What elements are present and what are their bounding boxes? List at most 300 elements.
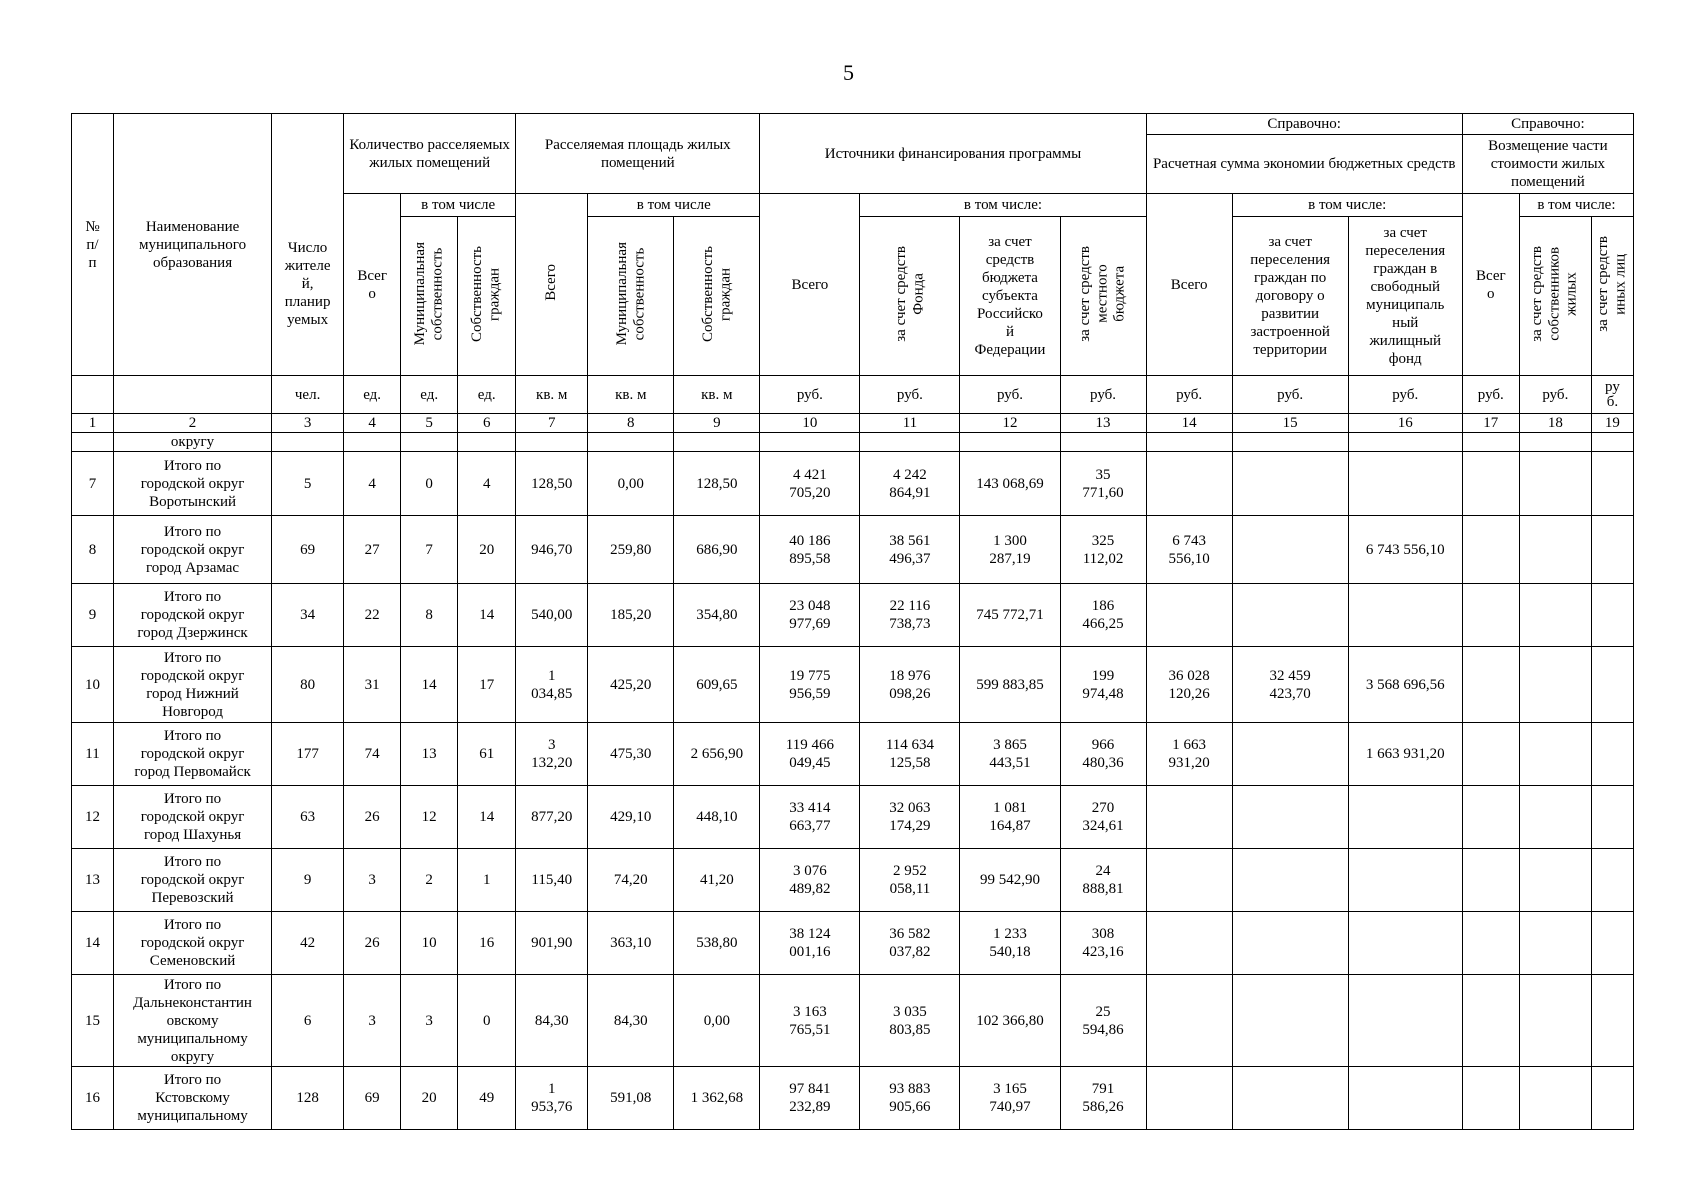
cell-c12: 102 366,80 <box>960 975 1060 1067</box>
cell-c5: 10 <box>401 912 458 975</box>
header-free-fund: за счет переселения граждан в свободный муниципаль ный жилищный фонд <box>1348 217 1462 376</box>
column-number: 19 <box>1591 414 1633 433</box>
column-number: 6 <box>458 414 516 433</box>
cell-c5: 2 <box>401 849 458 912</box>
cell-c4: 4 <box>344 452 401 516</box>
cell-c6: 1 <box>458 849 516 912</box>
municipality-name: Итого по городской округ Семеновский <box>114 912 272 975</box>
cell-c3: 63 <box>272 786 344 849</box>
cell-c7: 84,30 <box>516 975 588 1067</box>
column-number: 13 <box>1060 414 1146 433</box>
unit-cell: руб. <box>960 376 1060 414</box>
municipality-name: Итого по городской округ город Дзержинск <box>114 584 272 647</box>
continued-cell <box>72 433 114 452</box>
column-number: 2 <box>114 414 272 433</box>
cell-c12: 3 865 443,51 <box>960 723 1060 786</box>
unit-cell: кв. м <box>588 376 674 414</box>
header-savings-group: Расчетная сумма экономии бюджетных средств <box>1146 135 1462 194</box>
header-count-total: Всег о <box>344 194 401 376</box>
cell-c3: 9 <box>272 849 344 912</box>
unit-cell: ед. <box>401 376 458 414</box>
table-row <box>72 647 1634 723</box>
continued-cell <box>960 433 1060 452</box>
cell-c18 <box>1519 849 1591 912</box>
cell-c6: 17 <box>458 647 516 723</box>
cell-c6: 61 <box>458 723 516 786</box>
header-count-citizens <box>458 217 516 376</box>
header-area-municipal <box>588 217 674 376</box>
column-number: 10 <box>760 414 860 433</box>
header-area-total-text: Всего <box>543 263 560 301</box>
cell-c10: 33 414 663,77 <box>760 786 860 849</box>
header-local-budget-text: за счет средств местного бюджета <box>1077 245 1128 342</box>
cell-c19 <box>1591 786 1633 849</box>
cell-c15 <box>1232 723 1348 786</box>
cell-c17 <box>1462 452 1519 516</box>
cell-c11: 32 063 174,29 <box>860 786 960 849</box>
cell-c18 <box>1519 975 1591 1067</box>
cell-c3: 6 <box>272 975 344 1067</box>
cell-c15 <box>1232 1067 1348 1130</box>
cell-c19 <box>1591 975 1633 1067</box>
header-area-citizens-text: Собственность граждан <box>699 245 733 342</box>
cell-c19 <box>1591 723 1633 786</box>
cell-c18 <box>1519 1067 1591 1130</box>
cell-c5: 13 <box>401 723 458 786</box>
unit-cell: руб. <box>760 376 860 414</box>
cell-c3: 128 <box>272 1067 344 1130</box>
header-comp-group: Возмещение части стоимости жилых помещений <box>1462 135 1633 194</box>
column-number: 4 <box>344 414 401 433</box>
header-funding-total: Всего <box>760 194 860 376</box>
cell-c4: 22 <box>344 584 401 647</box>
cell-c14 <box>1146 849 1232 912</box>
header-owners <box>1519 217 1591 376</box>
table-row <box>72 912 1634 975</box>
continued-cell <box>1591 433 1633 452</box>
unit-cell: кв. м <box>516 376 588 414</box>
header-subject-budget: за счет средств бюджета субъекта Российско й Федерации <box>960 217 1060 376</box>
page-number: 5 <box>843 60 854 85</box>
cell-c12: 745 772,71 <box>960 584 1060 647</box>
cell-c19 <box>1591 912 1633 975</box>
cell-c7: 877,20 <box>516 786 588 849</box>
resettlement-table <box>71 113 1634 1130</box>
column-number: 1 <box>72 414 114 433</box>
cell-c18 <box>1519 452 1591 516</box>
cell-c11: 114 634 125,58 <box>860 723 960 786</box>
header-comp-total: Всег о <box>1462 194 1519 376</box>
cell-c6: 14 <box>458 584 516 647</box>
cell-c17 <box>1462 849 1519 912</box>
cell-c9: 354,80 <box>674 584 760 647</box>
cell-c13: 186 466,25 <box>1060 584 1146 647</box>
cell-c8: 591,08 <box>588 1067 674 1130</box>
cell-c18 <box>1519 723 1591 786</box>
cell-c14 <box>1146 786 1232 849</box>
header-area-citizens <box>674 217 760 376</box>
header-count-group: Количество расселяемых жилых помещений <box>344 114 516 194</box>
cell-c3: 34 <box>272 584 344 647</box>
unit-cell: руб. <box>1348 376 1462 414</box>
row-number: 10 <box>72 647 114 723</box>
header-count-incl: в том числе <box>401 194 516 217</box>
cell-c8: 363,10 <box>588 912 674 975</box>
continued-row <box>72 433 1634 452</box>
cell-c18 <box>1519 647 1591 723</box>
column-number: 18 <box>1519 414 1591 433</box>
cell-c17 <box>1462 975 1519 1067</box>
cell-c15 <box>1232 912 1348 975</box>
cell-c9: 41,20 <box>674 849 760 912</box>
cell-c17 <box>1462 723 1519 786</box>
cell-c4: 26 <box>344 786 401 849</box>
cell-c7: 3 132,20 <box>516 723 588 786</box>
cell-c4: 31 <box>344 647 401 723</box>
header-other <box>1591 217 1633 376</box>
cell-c7: 1 034,85 <box>516 647 588 723</box>
continued-cell <box>272 433 344 452</box>
municipality-name: Итого по городской округ город Первомайск <box>114 723 272 786</box>
column-number: 5 <box>401 414 458 433</box>
cell-c9: 128,50 <box>674 452 760 516</box>
cell-c8: 74,20 <box>588 849 674 912</box>
cell-c15 <box>1232 786 1348 849</box>
header-funding-incl: в том числе: <box>860 194 1146 217</box>
cell-c3: 177 <box>272 723 344 786</box>
column-number: 9 <box>674 414 760 433</box>
cell-c3: 69 <box>272 516 344 584</box>
cell-c3: 80 <box>272 647 344 723</box>
cell-c12: 1 233 540,18 <box>960 912 1060 975</box>
header-count-municipal-text: Муниципальная собственность <box>411 241 446 346</box>
cell-c14 <box>1146 975 1232 1067</box>
continued-cell <box>1232 433 1348 452</box>
unit-cell-2 <box>114 376 272 414</box>
cell-c18 <box>1519 516 1591 584</box>
continued-text: округу <box>114 433 272 452</box>
row-number: 7 <box>72 452 114 516</box>
cell-c16 <box>1348 912 1462 975</box>
cell-c5: 7 <box>401 516 458 584</box>
cell-c16 <box>1348 849 1462 912</box>
header-fund-text: за счет средств Фонда <box>892 245 926 342</box>
unit-cell: руб. <box>1462 376 1519 414</box>
cell-c14: 36 028 120,26 <box>1146 647 1232 723</box>
unit-cell: ру б. <box>1591 376 1633 414</box>
cell-c16 <box>1348 452 1462 516</box>
cell-c9: 2 656,90 <box>674 723 760 786</box>
cell-c10: 38 124 001,16 <box>760 912 860 975</box>
cell-c6: 4 <box>458 452 516 516</box>
cell-c10: 23 048 977,69 <box>760 584 860 647</box>
cell-c11: 18 976 098,26 <box>860 647 960 723</box>
header-comp-incl: в том числе: <box>1519 194 1633 217</box>
cell-c10: 3 076 489,82 <box>760 849 860 912</box>
header-savings-total: Всего <box>1146 194 1232 376</box>
unit-cell: чел. <box>272 376 344 414</box>
table-row <box>72 516 1634 584</box>
cell-c7: 540,00 <box>516 584 588 647</box>
column-number: 17 <box>1462 414 1519 433</box>
cell-c8: 185,20 <box>588 584 674 647</box>
continued-cell <box>674 433 760 452</box>
cell-c3: 5 <box>272 452 344 516</box>
unit-cell: руб. <box>860 376 960 414</box>
cell-c13: 35 771,60 <box>1060 452 1146 516</box>
cell-c10: 19 775 956,59 <box>760 647 860 723</box>
cell-c6: 16 <box>458 912 516 975</box>
cell-c9: 0,00 <box>674 975 760 1067</box>
unit-cell-1 <box>72 376 114 414</box>
table-row <box>72 849 1634 912</box>
cell-c16: 6 743 556,10 <box>1348 516 1462 584</box>
cell-c16 <box>1348 786 1462 849</box>
cell-c17 <box>1462 912 1519 975</box>
cell-c10: 97 841 232,89 <box>760 1067 860 1130</box>
cell-c16 <box>1348 975 1462 1067</box>
cell-c19 <box>1591 516 1633 584</box>
continued-cell <box>1462 433 1519 452</box>
cell-c17 <box>1462 584 1519 647</box>
row-number: 15 <box>72 975 114 1067</box>
cell-c6: 49 <box>458 1067 516 1130</box>
column-number: 3 <box>272 414 344 433</box>
continued-cell <box>1519 433 1591 452</box>
header-other-text: за счет средств иных лиц <box>1595 236 1629 332</box>
cell-c4: 74 <box>344 723 401 786</box>
header-area-total <box>516 194 588 376</box>
cell-c11: 93 883 905,66 <box>860 1067 960 1130</box>
cell-c17 <box>1462 647 1519 723</box>
cell-c14: 6 743 556,10 <box>1146 516 1232 584</box>
unit-cell: руб. <box>1232 376 1348 414</box>
row-number: 16 <box>72 1067 114 1130</box>
unit-cell: руб. <box>1146 376 1232 414</box>
cell-c17 <box>1462 786 1519 849</box>
cell-c16: 1 663 931,20 <box>1348 723 1462 786</box>
cell-c8: 429,10 <box>588 786 674 849</box>
header-area-incl: в том числе <box>588 194 760 217</box>
header-ref2: Справочно: <box>1462 114 1633 135</box>
cell-c18 <box>1519 912 1591 975</box>
table-row <box>72 723 1634 786</box>
column-number: 11 <box>860 414 960 433</box>
cell-c5: 12 <box>401 786 458 849</box>
header-funding-group: Источники финансирования программы <box>760 114 1146 194</box>
cell-c14 <box>1146 912 1232 975</box>
cell-c9: 1 362,68 <box>674 1067 760 1130</box>
cell-c10: 119 466 049,45 <box>760 723 860 786</box>
cell-c15 <box>1232 584 1348 647</box>
cell-c8: 0,00 <box>588 452 674 516</box>
cell-c7: 115,40 <box>516 849 588 912</box>
header-count-municipal <box>401 217 458 376</box>
cell-c16 <box>1348 1067 1462 1130</box>
cell-c13: 199 974,48 <box>1060 647 1146 723</box>
cell-c7: 1 953,76 <box>516 1067 588 1130</box>
cell-c13: 25 594,86 <box>1060 975 1146 1067</box>
table-row <box>72 584 1634 647</box>
continued-cell <box>516 433 588 452</box>
row-number: 11 <box>72 723 114 786</box>
column-numbers-row <box>72 414 1634 433</box>
cell-c13: 966 480,36 <box>1060 723 1146 786</box>
header-residents-top <box>272 114 344 194</box>
table-row <box>72 975 1634 1067</box>
table-row <box>72 786 1634 849</box>
cell-c10: 4 421 705,20 <box>760 452 860 516</box>
continued-cell <box>1146 433 1232 452</box>
cell-c14 <box>1146 584 1232 647</box>
cell-c12: 99 542,90 <box>960 849 1060 912</box>
continued-cell <box>344 433 401 452</box>
cell-c11: 22 116 738,73 <box>860 584 960 647</box>
column-number: 16 <box>1348 414 1462 433</box>
cell-c15 <box>1232 975 1348 1067</box>
cell-c11: 2 952 058,11 <box>860 849 960 912</box>
cell-c17 <box>1462 1067 1519 1130</box>
cell-c19 <box>1591 1067 1633 1130</box>
cell-c8: 84,30 <box>588 975 674 1067</box>
cell-c16 <box>1348 584 1462 647</box>
cell-c10: 3 163 765,51 <box>760 975 860 1067</box>
cell-c5: 14 <box>401 647 458 723</box>
municipality-name: Итого по городской округ город Арзамас <box>114 516 272 584</box>
unit-cell: ед. <box>458 376 516 414</box>
cell-c7: 946,70 <box>516 516 588 584</box>
row-number: 13 <box>72 849 114 912</box>
cell-c3: 42 <box>272 912 344 975</box>
cell-c19 <box>1591 452 1633 516</box>
row-number: 14 <box>72 912 114 975</box>
header-num: № п/ п <box>72 114 114 376</box>
cell-c4: 69 <box>344 1067 401 1130</box>
header-owners-text: за счет средств собственников жилых <box>1529 245 1580 342</box>
cell-c11: 4 242 864,91 <box>860 452 960 516</box>
units-row <box>72 376 1634 414</box>
cell-c18 <box>1519 584 1591 647</box>
cell-c13: 270 324,61 <box>1060 786 1146 849</box>
cell-c7: 901,90 <box>516 912 588 975</box>
unit-cell: ед. <box>344 376 401 414</box>
cell-c18 <box>1519 786 1591 849</box>
column-number: 14 <box>1146 414 1232 433</box>
cell-c15: 32 459 423,70 <box>1232 647 1348 723</box>
header-area-group: Расселяемая площадь жилых помещений <box>516 114 760 194</box>
cell-c8: 475,30 <box>588 723 674 786</box>
cell-c4: 27 <box>344 516 401 584</box>
municipality-name: Итого по городской округ город Нижний Новгород <box>114 647 272 723</box>
header-name: Наименование муниципального образования <box>114 114 272 376</box>
cell-c9: 609,65 <box>674 647 760 723</box>
cell-c19 <box>1591 584 1633 647</box>
cell-c7: 128,50 <box>516 452 588 516</box>
cell-c6: 20 <box>458 516 516 584</box>
cell-c15 <box>1232 516 1348 584</box>
header-count-citizens-text: Собственность граждан <box>469 245 503 342</box>
column-number: 12 <box>960 414 1060 433</box>
cell-c13: 325 112,02 <box>1060 516 1146 584</box>
cell-c9: 538,80 <box>674 912 760 975</box>
cell-c17 <box>1462 516 1519 584</box>
header-savings-incl: в том числе: <box>1232 194 1462 217</box>
cell-c19 <box>1591 849 1633 912</box>
cell-c11: 3 035 803,85 <box>860 975 960 1067</box>
cell-c5: 0 <box>401 452 458 516</box>
cell-c15 <box>1232 452 1348 516</box>
table-row <box>72 452 1634 516</box>
cell-c5: 20 <box>401 1067 458 1130</box>
cell-c9: 448,10 <box>674 786 760 849</box>
continued-cell <box>588 433 674 452</box>
cell-c12: 143 068,69 <box>960 452 1060 516</box>
municipality-name: Итого по городской округ Перевозский <box>114 849 272 912</box>
cell-c6: 0 <box>458 975 516 1067</box>
header-ref1: Справочно: <box>1146 114 1462 135</box>
column-number: 8 <box>588 414 674 433</box>
header-dev-agreement: за счет переселения граждан по договору о развитии застроенной территории <box>1232 217 1348 376</box>
cell-c4: 3 <box>344 975 401 1067</box>
cell-c14: 1 663 931,20 <box>1146 723 1232 786</box>
continued-cell <box>1060 433 1146 452</box>
header-local-budget <box>1060 217 1146 376</box>
continued-cell <box>760 433 860 452</box>
cell-c11: 38 561 496,37 <box>860 516 960 584</box>
cell-c14 <box>1146 452 1232 516</box>
row-number: 9 <box>72 584 114 647</box>
continued-cell <box>458 433 516 452</box>
cell-c4: 3 <box>344 849 401 912</box>
cell-c16: 3 568 696,56 <box>1348 647 1462 723</box>
cell-c5: 3 <box>401 975 458 1067</box>
municipality-name: Итого по Дальнеконстантин овскому муниципальному округу <box>114 975 272 1067</box>
municipality-name: Итого по Кстовскому муниципальному <box>114 1067 272 1130</box>
continued-cell <box>1348 433 1462 452</box>
header-fund <box>860 217 960 376</box>
municipality-name: Итого по городской округ город Шахунья <box>114 786 272 849</box>
unit-cell: кв. м <box>674 376 760 414</box>
row-number: 12 <box>72 786 114 849</box>
cell-c13: 24 888,81 <box>1060 849 1146 912</box>
cell-c6: 14 <box>458 786 516 849</box>
continued-cell <box>401 433 458 452</box>
row-number: 8 <box>72 516 114 584</box>
cell-c12: 3 165 740,97 <box>960 1067 1060 1130</box>
cell-c12: 599 883,85 <box>960 647 1060 723</box>
unit-cell: руб. <box>1060 376 1146 414</box>
cell-c12: 1 300 287,19 <box>960 516 1060 584</box>
continued-cell <box>860 433 960 452</box>
cell-c13: 791 586,26 <box>1060 1067 1146 1130</box>
cell-c4: 26 <box>344 912 401 975</box>
header-area-municipal-text: Муниципальная собственность <box>613 241 647 346</box>
cell-c15 <box>1232 849 1348 912</box>
cell-c5: 8 <box>401 584 458 647</box>
table-row <box>72 1067 1634 1130</box>
column-number: 15 <box>1232 414 1348 433</box>
cell-c11: 36 582 037,82 <box>860 912 960 975</box>
cell-c13: 308 423,16 <box>1060 912 1146 975</box>
column-number: 7 <box>516 414 588 433</box>
cell-c12: 1 081 164,87 <box>960 786 1060 849</box>
unit-cell: руб. <box>1519 376 1591 414</box>
cell-c9: 686,90 <box>674 516 760 584</box>
cell-c19 <box>1591 647 1633 723</box>
cell-c14 <box>1146 1067 1232 1130</box>
municipality-name: Итого по городской округ Воротынский <box>114 452 272 516</box>
header-residents: Число жителе й, планир уемых <box>272 194 344 376</box>
